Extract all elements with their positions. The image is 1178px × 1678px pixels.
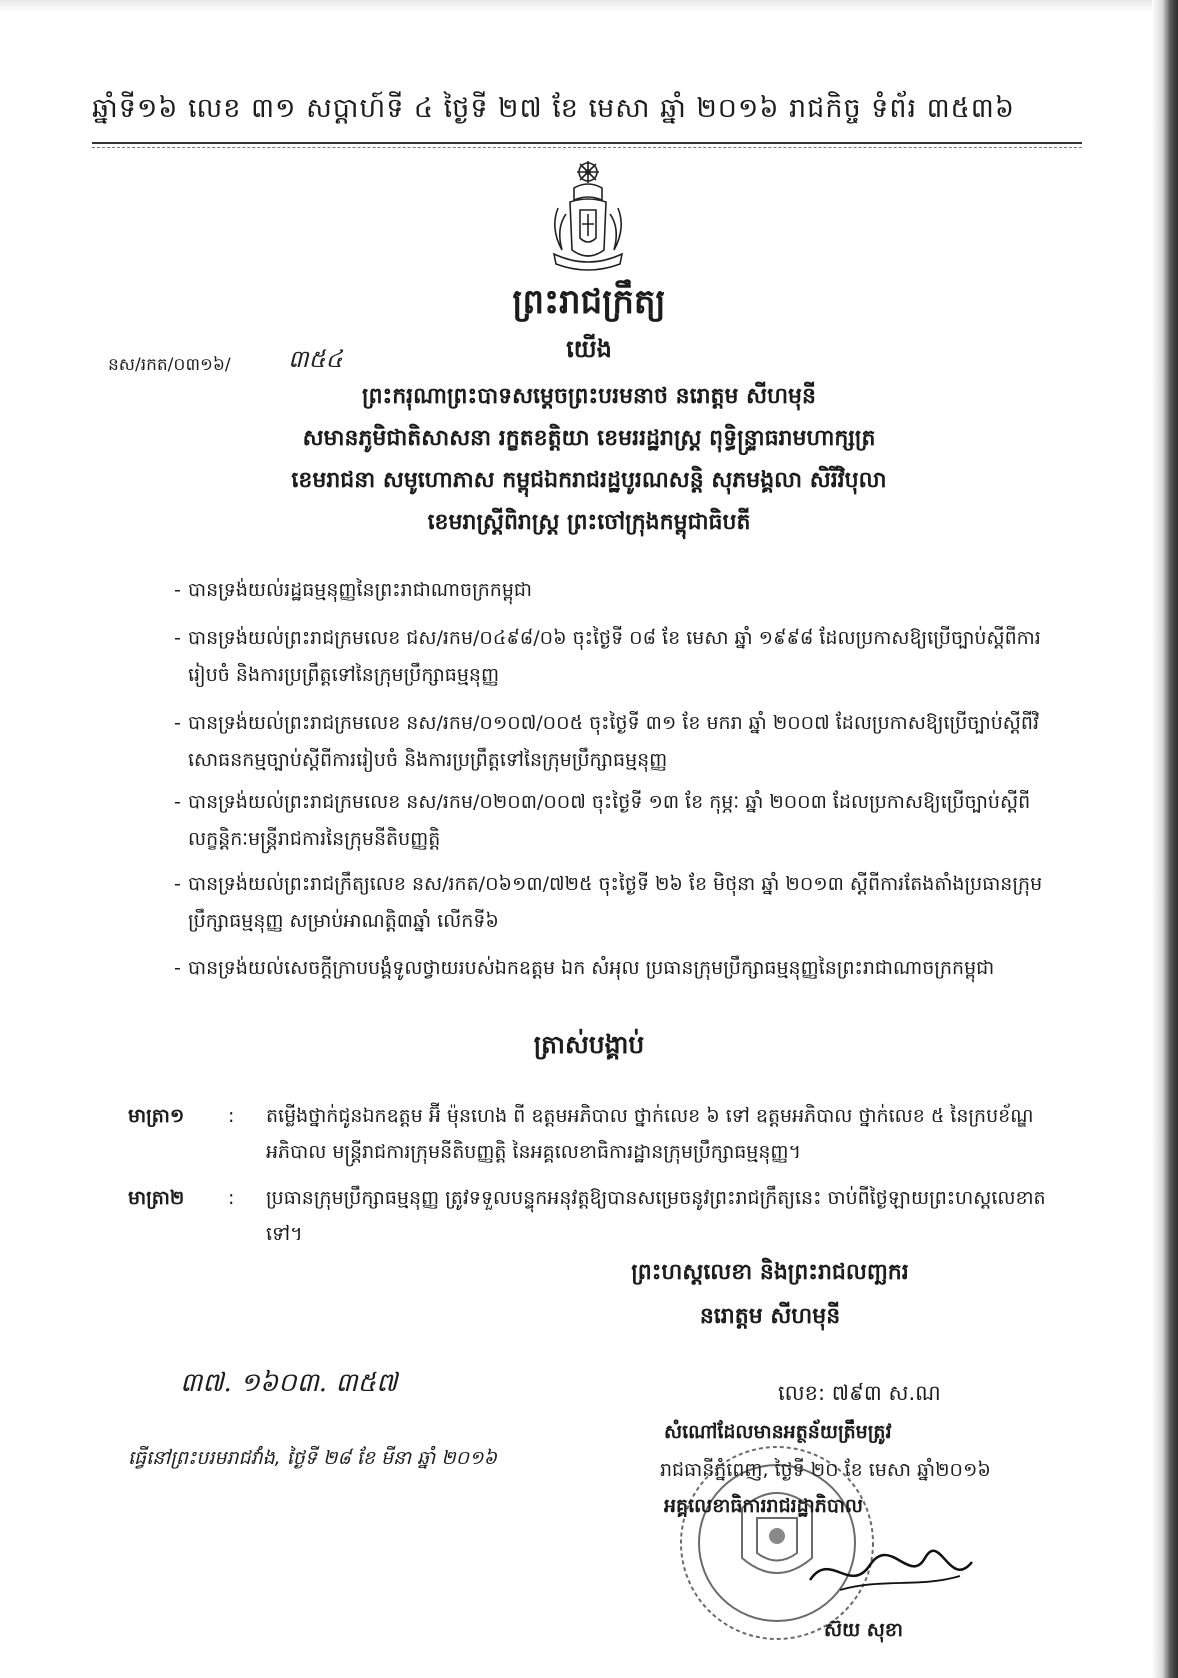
visa-text: បានទ្រង់យល់ព្រះរាជក្រឹត្យលេខ នស/រកត/០៦១៣/៧២៥ ចុះថ្ងៃទី ២៦ ខែ មិថុនា ឆ្នាំ ២០១៣ ស្តីពីការតែងតាំងប្រធានក្រុមប្រឹក្សាធម្មនុញ្ញ សម្រាប់អាណត្តិ៣ឆ្នាំ លើកទី៦ bbox=[188, 873, 1043, 932]
decree-reference-number: នស/រកត/០៣១៦/ bbox=[108, 355, 231, 375]
visa-text: បានទ្រង់យល់រដ្ឋធម្មនុញ្ញនៃព្រះរាជាណាចក្រកម្ពុជា bbox=[188, 579, 533, 601]
scan-top-shadow bbox=[0, 0, 1178, 12]
scan-right-edge bbox=[1152, 0, 1178, 1678]
handwritten-number: ៣៧. ១៦០៣. ៣៥៧ bbox=[180, 1368, 398, 1398]
royal-signature-name: នរោត្តម សីហមុនី bbox=[699, 1304, 841, 1329]
king-title-line: ខេមរាស្ត្រីពិរាស្ត្រ ព្រះចៅក្រុងកម្ពុជាធិបតី bbox=[427, 510, 751, 535]
visa-item: - បានទ្រង់យល់សេចក្តីក្រាបបង្គំទូលថ្វាយរបស់ឯកឧត្តម ឯក សំអុល ប្រធានក្រុមប្រឹក្សាធម្មនុញ្ញនៃព្រះរាជាណាចក្រកម្ពុជា bbox=[174, 957, 995, 979]
header-rule bbox=[92, 142, 1082, 144]
visa-item: - បានទ្រង់យល់ព្រះរាជក្រមលេខ នស/រកម/០២០៣/០០៧ ចុះថ្ងៃទី ១៣ ខែ កុម្ភៈ ឆ្នាំ ២០០៣ ដែលប្រកាសឱ្យប្រើច្បាប់ស្តីពីលក្ខន្តិកៈមន្ត្រីរាជការនៃក្រុមនីតិបញ្ញត្តិ bbox=[174, 791, 1031, 850]
decides-heading: ត្រាស់បង្គាប់ bbox=[533, 1030, 645, 1059]
we-heading: យើង bbox=[566, 335, 612, 363]
decree-title: ព្រះរាជក្រឹត្យ bbox=[512, 282, 666, 322]
place-and-date: ធ្វើនៅព្រះបរមរាជវាំង, ថ្ងៃទី ២៨ ខែ មីនា ឆ្នាំ ២០១៦ bbox=[128, 1447, 497, 1469]
visa-item: - បានទ្រង់យល់ព្រះរាជក្រមលេខ នស/រកម/០១០៧/០០៥ ចុះថ្ងៃទី ៣១ ខែ មករា ឆ្នាំ ២០០៧ ដែលប្រកាសឱ្យប្រើច្បាប់ស្តីពីវិសោធនកម្មច្បាប់ស្តីពីការរៀបចំ និងការប្រព្រឹត្តទៅនៃក្រុមប្រឹក្សាធម្មនុញ្ញ bbox=[174, 712, 1039, 771]
gazette-header: ឆ្នាំទី១៦ លេខ ៣១ សប្តាហ៍ទី ៤ ថ្ងៃទី ២៧ ខែ មេសា ឆ្នាំ ២០១៦ រាជកិច្ច ទំព័រ ៣៥៣៦ bbox=[92, 93, 1015, 124]
handwritten-signature-icon bbox=[800, 1540, 980, 1600]
article-label: មាត្រា២ bbox=[128, 1187, 185, 1209]
visa-text: បានទ្រង់យល់ព្រះរាជក្រមលេខ ជស/រកម/០៤៩៨/០៦ ចុះថ្ងៃទី ០៨ ខែ មេសា ឆ្នាំ ១៩៩៨ ដែលប្រកាសឱ្យប្រើច្បាប់ស្តីពីការរៀបចំ និងការប្រព្រឹត្តទៅនៃក្រុមប្រឹក្សាធម្មនុញ្ញ bbox=[188, 627, 1041, 686]
visa-item: - បានទ្រង់យល់ព្រះរាជក្រឹត្យលេខ នស/រកត/០៦១៣/៧២៥ ចុះថ្ងៃទី ២៦ ខែ មិថុនា ឆ្នាំ ២០១៣ ស្តីពីការតែងតាំងប្រធានក្រុមប្រឹក្សាធម្មនុញ្ញ សម្រាប់អាណត្តិ៣ឆ្នាំ លើកទី៦ bbox=[174, 873, 1043, 932]
visa-item: - បានទ្រង់យល់រដ្ឋធម្មនុញ្ញនៃព្រះរាជាណាចក្រកម្ពុជា bbox=[174, 579, 533, 601]
article-label: មាត្រា១ bbox=[128, 1105, 185, 1127]
king-title-line: សមានភូមិជាតិសាសនា រក្ខតខត្តិយា ខេមររដ្ឋរាស្ត្រ ពុទ្ធិន្ទ្រាធរាមហាក្សត្រ bbox=[302, 426, 876, 451]
article-colon: : bbox=[228, 1187, 235, 1209]
header-rule-dashed bbox=[92, 147, 1082, 148]
decree-reference-handwritten: ៣៥៤ bbox=[288, 345, 343, 373]
royal-signature-title: ព្រះហស្តលេខា និងព្រះរាជលញ្ឆករ bbox=[631, 1260, 909, 1285]
article-text: ប្រធានក្រុមប្រឹក្សាធម្មនុញ្ញ ត្រូវទទួលបន្ទុកអនុវត្តឱ្យបានសម្រេចនូវព្រះរាជក្រឹត្យនេះ ចាប់ពីថ្ងៃឡាយព្រះហស្តលេខាតទៅ។ bbox=[266, 1187, 1046, 1245]
article-text: តម្លើងថ្នាក់ជូនឯកឧត្តម អ៊ី ម៉ុនហេង ពី ឧត្តមអភិបាល ថ្នាក់លេខ ៦ ទៅ ឧត្តមអភិបាល ថ្នាក់លេខ ៥ នៃក្របខ័ណ្ឌ អភិបាល មន្ត្រីរាជការក្រុមនីតិបញ្ញត្តិ នៃអគ្គលេខាធិការដ្ឋានក្រុមប្រឹក្សាធម្មនុញ្ញ។ bbox=[266, 1105, 1034, 1163]
certification-office: អគ្គលេខាធិការរាជរដ្ឋាភិបាល bbox=[664, 1495, 863, 1517]
king-title-line: ខេមរាជនា សមូហោភាស កម្ពុជឯករាជរដ្ឋបូរណសន្តិ សុភមង្គលា សិរីវិបុលា bbox=[291, 468, 887, 493]
certifier-name: ស៊យ សុខា bbox=[824, 1619, 903, 1641]
visa-text: បានទ្រង់យល់ព្រះរាជក្រមលេខ នស/រកម/០១០៧/០០៥ ចុះថ្ងៃទី ៣១ ខែ មករា ឆ្នាំ ២០០៧ ដែលប្រកាសឱ្យប្រើច្បាប់ស្តីពីវិសោធនកម្មច្បាប់ស្តីពីការរៀបចំ និងការប្រព្រឹត្តទៅនៃក្រុមប្រឹក្សាធម្មនុញ្ញ bbox=[188, 712, 1039, 771]
visa-text: បានទ្រង់យល់សេចក្តីក្រាបបង្គំទូលថ្វាយរបស់ឯកឧត្តម ឯក សំអុល ប្រធានក្រុមប្រឹក្សាធម្មនុញ្ញនៃព្រះរាជាណាចក្រកម្ពុជា bbox=[188, 957, 995, 979]
certification-date: រាជធានីភ្នំពេញ, ថ្ងៃទី ២០ ខែ មេសា ឆ្នាំ២០១៦ bbox=[660, 1459, 991, 1481]
king-title-line: ព្រះករុណាព្រះបាទសម្តេចព្រះបរមនាថ នរោត្តម សីហមុនី bbox=[362, 384, 816, 409]
certification-line: សំណៅដែលមានអត្ថន័យត្រឹមត្រូវ bbox=[664, 1421, 892, 1443]
certification-number: លេខ: ៧៩៣ ស.ណ bbox=[778, 1381, 941, 1405]
article-colon: : bbox=[228, 1105, 235, 1127]
visa-text: បានទ្រង់យល់ព្រះរាជក្រមលេខ នស/រកម/០២០៣/០០៧ ចុះថ្ងៃទី ១៣ ខែ កុម្ភៈ ឆ្នាំ ២០០៣ ដែលប្រកាសឱ្យប្រើច្បាប់ស្តីពីលក្ខន្តិកៈមន្ត្រីរាជការនៃក្រុមនីតិបញ្ញត្តិ bbox=[188, 791, 1031, 850]
royal-emblem-icon bbox=[540, 158, 636, 278]
visa-item: - បានទ្រង់យល់ព្រះរាជក្រមលេខ ជស/រកម/០៤៩៨/០៦ ចុះថ្ងៃទី ០៨ ខែ មេសា ឆ្នាំ ១៩៩៨ ដែលប្រកាសឱ្យប្រើច្បាប់ស្តីពីការរៀបចំ និងការប្រព្រឹត្តទៅនៃក្រុមប្រឹក្សាធម្មនុញ្ញ bbox=[174, 627, 1041, 686]
